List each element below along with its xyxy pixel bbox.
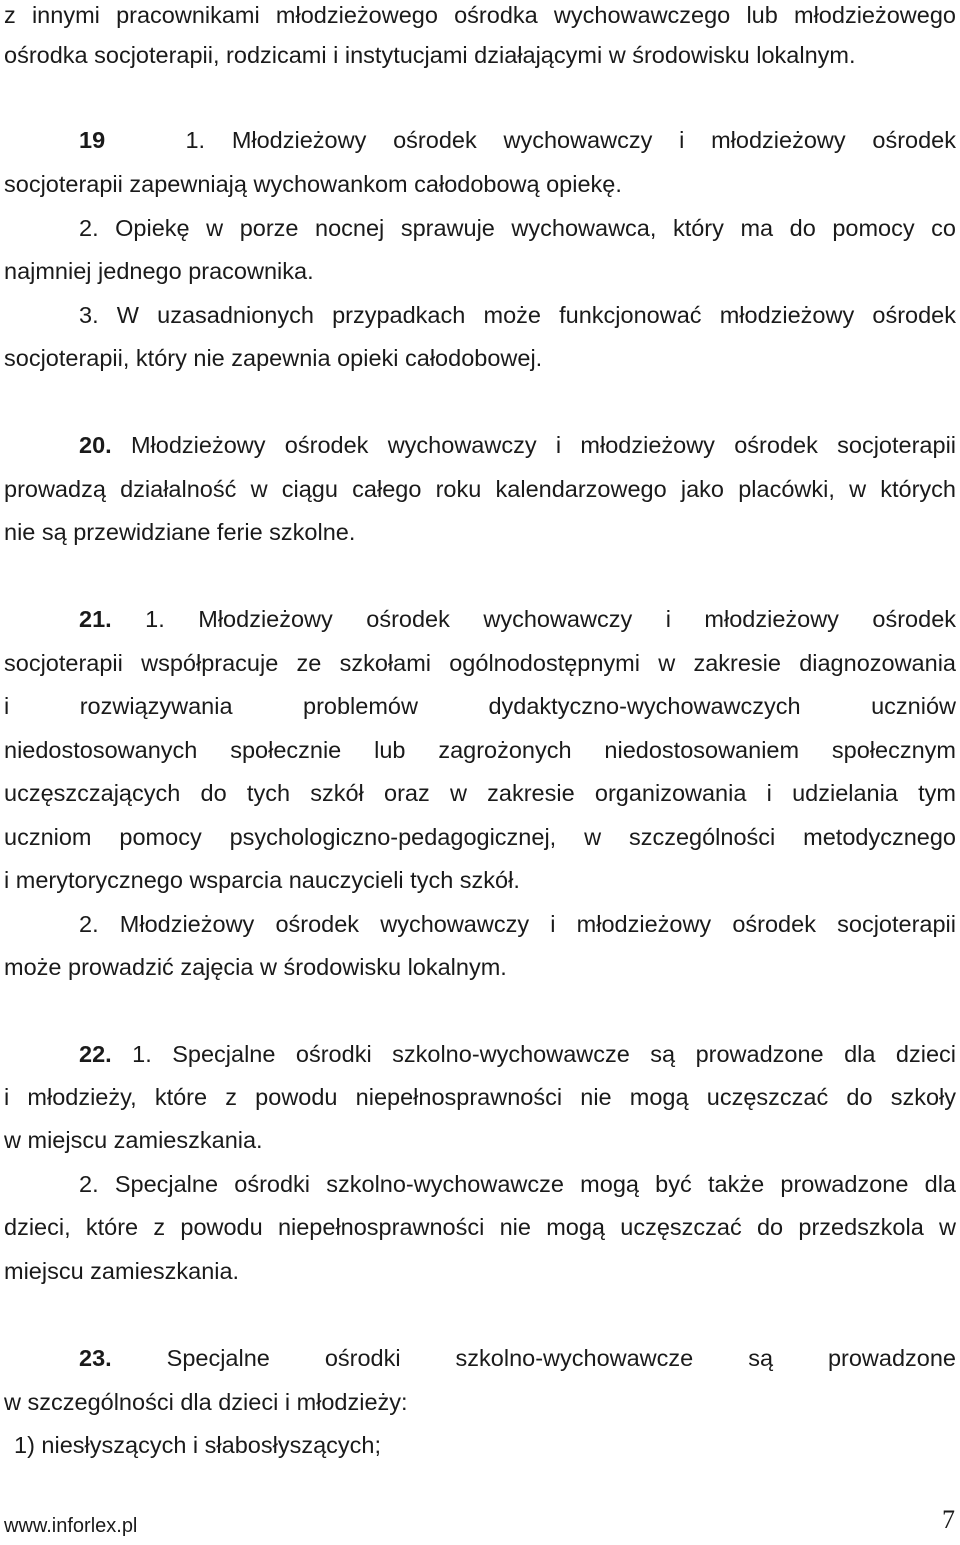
paragraph-line: ośrodka socjoterapii, rodzicami i instytucjami działającymi w środowisku lokalnym. (4, 42, 856, 68)
paragraph-line: nie są przewidziane ferie szkolne. (4, 519, 356, 545)
paragraph-line: w szczególności dla dzieci i młodzieży: (4, 1389, 408, 1415)
paragraph-line: najmniej jednego pracownika. (4, 258, 314, 284)
paragraph-line: prowadzą działalność w ciągu całego roku kalendarzowego jako placówki, w których (4, 476, 956, 502)
paragraph-20-line: 20. Młodzieżowy ośrodek wychowawczy i młodzieżowy ośrodek socjoterapii (79, 432, 957, 458)
paragraph-line: niedostosowanych społecznie lub zagrożonych niedostosowaniem społecznym (4, 737, 956, 763)
list-item: 1) niesłyszących i słabosłyszących; (14, 1432, 381, 1458)
paragraph-line: może prowadzić zajęcia w środowisku lokalnym. (4, 954, 507, 980)
paragraph-line: w miejscu zamieszkania. (4, 1127, 263, 1153)
paragraph-23-line: 23. Specjalne ośrodki szkolno-wychowawcze są prowadzone (79, 1345, 957, 1371)
paragraph-number: 21. (79, 606, 112, 632)
paragraph-line: i rozwiązywania problemów dydaktyczno-wychowawczych uczniów (4, 693, 956, 719)
paragraph-line: dzieci, które z powodu niepełnosprawności nie mogą uczęszczać do przedszkola w (4, 1214, 956, 1240)
paragraph-line: socjoterapii, który nie zapewnia opieki całodobowej. (4, 345, 543, 371)
paragraph-number: 20. (79, 432, 112, 458)
paragraph-line: socjoterapii zapewniają wychowankom całodobową opiekę. (4, 171, 622, 197)
paragraph-line: 3. W uzasadnionych przypadkach może funkcjonować młodzieżowy ośrodek (79, 302, 956, 328)
paragraph-line: z innymi pracownikami młodzieżowego ośrodka wychowawczego lub młodzieżowego (4, 2, 956, 28)
paragraph-line: i merytorycznego wsparcia nauczycieli tych szkół. (4, 867, 520, 893)
paragraph-21-line: 21. 1. Młodzieżowy ośrodek wychowawczy i młodzieżowy ośrodek (79, 606, 957, 632)
paragraph-line: miejscu zamieszkania. (4, 1258, 240, 1284)
paragraph-number: 23. (79, 1345, 112, 1371)
paragraph-number: 22. (79, 1041, 112, 1067)
paragraph-19-line: 19 1. Młodzieżowy ośrodek wychowawczy i młodzieżowy ośrodek (79, 127, 956, 153)
paragraph-number: 19 (79, 127, 106, 153)
paragraph-line: uczęszczających do tych szkół oraz w zakresie organizowania i udzielania tym (4, 780, 956, 806)
paragraph-line: i młodzieży, które z powodu niepełnosprawności nie mogą uczęszczać do szkoły (4, 1084, 956, 1110)
paragraph-22-line: 22. 1. Specjalne ośrodki szkolno-wychowawcze są prowadzone dla dzieci (79, 1041, 957, 1067)
paragraph-line: socjoterapii współpracuje ze szkołami ogólnodostępnymi w zakresie diagnozowania (4, 650, 956, 676)
paragraph-line: uczniom pomocy psychologiczno-pedagogicznej, w szczególności metodycznego (4, 824, 956, 850)
page-number: 7 (942, 1505, 955, 1534)
paragraph-line: 2. Opiekę w porze nocnej sprawuje wychowawca, który ma do pomocy co (79, 215, 956, 241)
paragraph-line: 2. Młodzieżowy ośrodek wychowawczy i młodzieżowy ośrodek socjoterapii (79, 911, 956, 937)
paragraph-line: 2. Specjalne ośrodki szkolno-wychowawcze mogą być także prowadzone dla (79, 1171, 956, 1197)
footer-url[interactable]: www.inforlex.pl (4, 1515, 138, 1537)
